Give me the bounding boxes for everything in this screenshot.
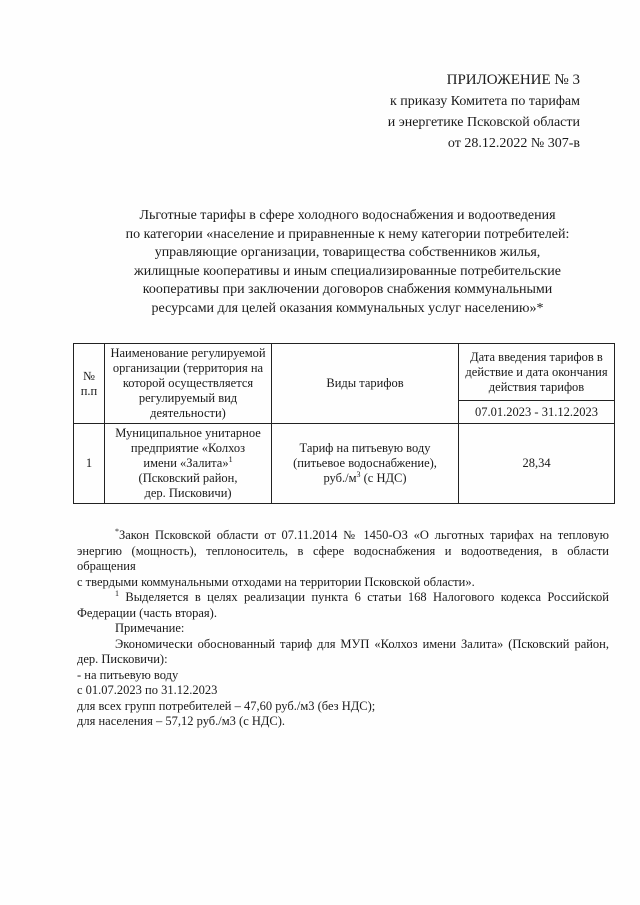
header-tariff-types: Виды тарифов xyxy=(272,344,459,424)
heading-line: управляющие организации, товарищества собственников жилья, xyxy=(154,245,541,260)
org-line: предприятие «Колхоз xyxy=(130,441,246,455)
org-name: имени «Залита» xyxy=(143,456,229,470)
header-organization: Наименование регулируемой организации (территория на которой осуществляется регулируемый вид деятельности) xyxy=(105,344,272,424)
heading-line: жилищные кооперативы и иным специализированные потребительские xyxy=(134,263,561,279)
footnote-mark: 1 xyxy=(228,454,233,464)
org-line: Муниципальное унитарное xyxy=(115,426,261,440)
tariff-line: (питьевое водоснабжение), xyxy=(293,456,437,470)
tariff-line xyxy=(275,471,455,486)
footnote xyxy=(77,590,609,621)
appendix-line-3: от 28.12.2022 № 307-в xyxy=(447,136,580,151)
heading-line: по категории «население и приравненные к нему категории потребителей: xyxy=(125,226,570,242)
law-text: Закон Псковской области от 07.11.2014 № 1450-ОЗ «О льготных тарифах на тепловую энергию (мощность), теплоноситель, в сфере водоснабжения и водоотведения, в области обращения xyxy=(77,528,609,573)
law-note-cont: с твердыми коммунальными отходами на территории Псковской области». xyxy=(77,574,475,589)
footnote-mark: 1 xyxy=(115,588,119,598)
appendix-line-1: к приказу Комитета по тарифам xyxy=(389,94,580,109)
tariff-unit: руб./м xyxy=(323,471,357,485)
row-num: 1 xyxy=(74,424,105,504)
header-period: 07.01.2023 - 31.12.2023 xyxy=(459,401,615,424)
appendix-line-2: и энергетике Псковской области xyxy=(387,115,580,130)
org-line: (Псковский район, xyxy=(138,471,238,485)
heading-line: ресурсами для целей оказания коммунальных услуг населению»* xyxy=(151,300,544,316)
notes-block xyxy=(77,528,609,730)
econ-tariff-note: Экономически обоснованный тариф для МУП «Колхоз имени Залита» (Псковский район, дер. Писковичи): xyxy=(77,636,609,666)
table-row xyxy=(74,424,615,504)
org-line: дер. Писковичи) xyxy=(144,486,232,500)
row-organization xyxy=(105,424,272,504)
unit-exponent: 3 xyxy=(356,469,361,479)
all-groups-line: для всех групп потребителей – 47,60 руб./м3 (без НДС); xyxy=(77,698,376,713)
heading-line: кооперативы при заключении договоров снабжения коммунальными xyxy=(142,282,553,297)
tariff-table xyxy=(73,343,615,504)
tariff-vat: (с НДС) xyxy=(360,471,407,485)
header-num: № п.п xyxy=(74,344,105,424)
appendix-block xyxy=(388,70,580,154)
row-tariff-value: 28,34 xyxy=(459,424,615,504)
org-line xyxy=(108,456,268,471)
law-note xyxy=(77,528,609,575)
table-header-row xyxy=(74,344,615,401)
water-line: - на питьевую воду xyxy=(77,667,179,682)
population-line: для населения – 57,12 руб./м3 (с НДС). xyxy=(77,714,286,728)
remark-label: Примечание: xyxy=(115,621,185,635)
row-tariff-type xyxy=(272,424,459,504)
heading-line: Льготные тарифы в сфере холодного водоснабжения и водоотведения xyxy=(139,208,556,223)
document-heading xyxy=(95,207,600,318)
footnote-text: Выделяется в целях реализации пункта 6 статьи 168 Налогового кодекса Российской Федерации (часть вторая). xyxy=(77,590,609,620)
appendix-title: ПРИЛОЖЕНИЕ № 3 xyxy=(446,72,580,88)
asterisk-mark: * xyxy=(115,526,119,536)
tariff-line: Тариф на питьевую воду xyxy=(299,441,431,455)
header-dates: Дата введения тарифов в действие и дата окончания действия тарифов xyxy=(459,344,615,401)
period-line: с 01.07.2023 по 31.12.2023 xyxy=(77,683,218,697)
